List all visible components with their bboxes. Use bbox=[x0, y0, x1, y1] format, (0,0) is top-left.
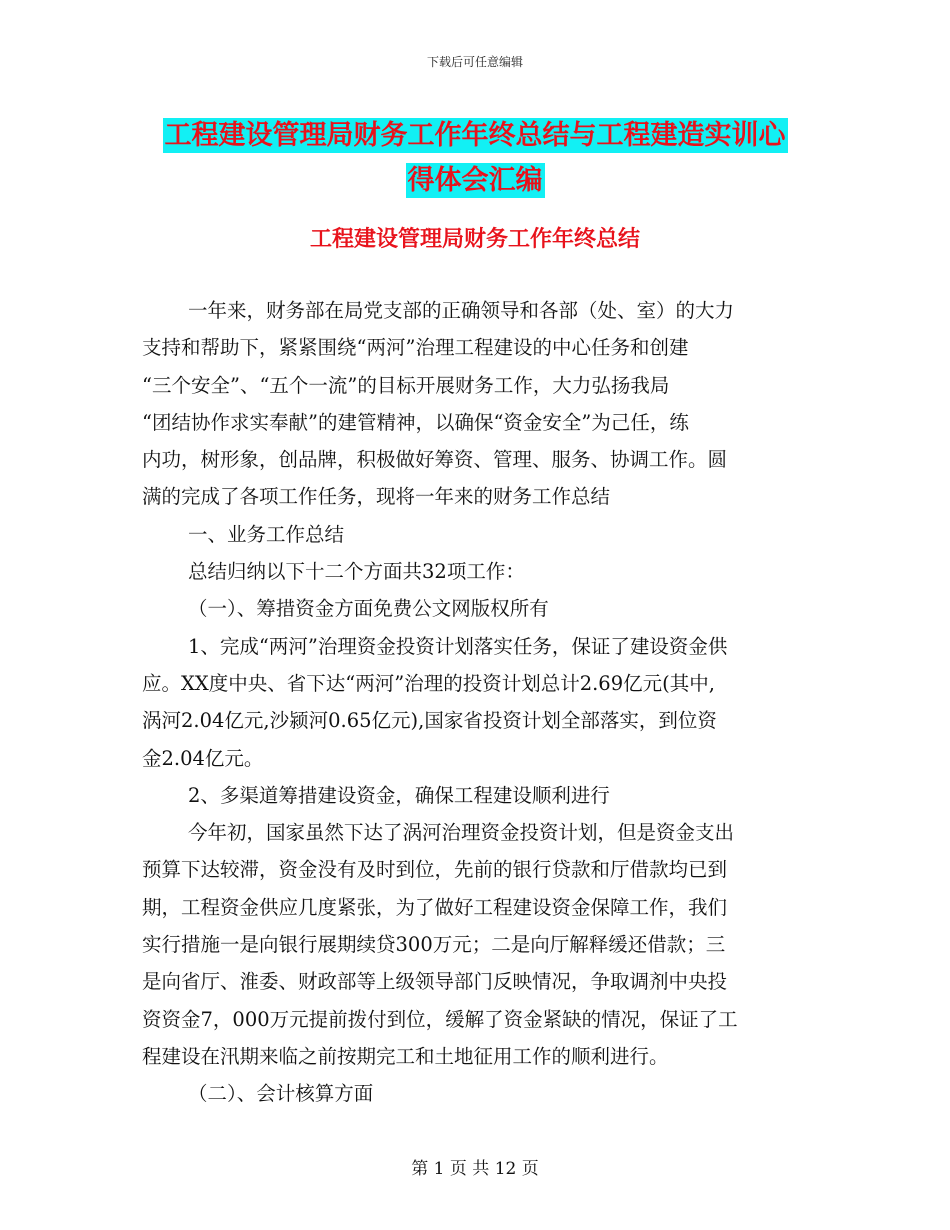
text-line: 是向省厅、淮委、财政部等上级领导部门反映情况，争取调剂中央投 bbox=[142, 970, 728, 994]
title-highlight-1: 工程建设管理局财务工作年终总结与工程建造实训心 bbox=[164, 120, 786, 151]
text-line: 期，工程资金供应几度紧张，为了做好工程建设资金保障工作，我们 bbox=[142, 895, 728, 919]
text-line: 预算下达较滞，资金没有及时到位，先前的银行贷款和厅借款均已到 bbox=[142, 858, 728, 882]
text-line: 内功，树形象，创品牌，积极做好筹资、管理、服务、协调工作。圆 bbox=[142, 448, 728, 472]
text-line: 资资金7，000万元提前拨付到位，缓解了资金紧缺的情况，保证了工 bbox=[142, 1007, 738, 1031]
document-title-line-1 bbox=[0, 113, 950, 152]
subsection-heading: （二）、会计核算方面 bbox=[188, 1082, 374, 1106]
section-title: 工程建设管理局财务工作年终总结 bbox=[309, 227, 640, 252]
text-line: 满的完成了各项工作任务，现将一年来的财务工作总结 bbox=[142, 485, 611, 509]
item-heading: 2、多渠道筹措建设资金，确保工程建设顺利进行 bbox=[188, 783, 610, 807]
text-line: 今年初，国家虽然下达了涡河治理资金投资计划，但是资金支出 bbox=[188, 821, 735, 845]
header-note: 下载后可任意编辑 bbox=[426, 55, 523, 69]
text-line: 1、完成“两河”治理资金投资计划落实任务，保证了建设资金供 bbox=[188, 634, 728, 658]
summary-line: 总结归纳以下十二个方面共32项工作： bbox=[188, 560, 525, 584]
text-line: “三个安全”、“五个一流”的目标开展财务工作，大力弘扬我局 bbox=[142, 373, 670, 397]
document-title-line-2 bbox=[0, 158, 950, 197]
text-line: “团结协作求实奉献”的建管精神，以确保“资金安全”为己任，练 bbox=[142, 410, 689, 434]
subsection-heading: （一）、筹措资金方面免费公文网版权所有 bbox=[188, 597, 549, 621]
text-line: 一年来，财务部在局党支部的正确领导和各部（处、室）的大力 bbox=[188, 299, 735, 322]
paragraph-intro bbox=[142, 292, 812, 1113]
section-heading: 一、业务工作总结 bbox=[188, 522, 345, 546]
text-line: 涡河2.04亿元,沙颍河0.65亿元),国家省投资计划全部落实，到位资 bbox=[142, 709, 717, 733]
text-line: 应。XX度中央、省下达“两河”治理的投资计划总计2.69亿元(其中, bbox=[142, 671, 715, 695]
text-line: 程建设在汛期来临之前按期完工和土地征用工作的顺利进行。 bbox=[142, 1044, 669, 1068]
text-line: 实行措施一是向银行展期续贷300万元；二是向厅解释缓还借款；三 bbox=[142, 933, 726, 957]
page-footer: 第 1 页 共 12 页 bbox=[411, 1159, 539, 1179]
text-line: 金2.04亿元。 bbox=[142, 746, 264, 770]
text-line: 支持和帮助下，紧紧围绕“两河”治理工程建设的中心任务和创建 bbox=[142, 336, 689, 360]
title-highlight-2: 得体会汇编 bbox=[407, 165, 543, 196]
